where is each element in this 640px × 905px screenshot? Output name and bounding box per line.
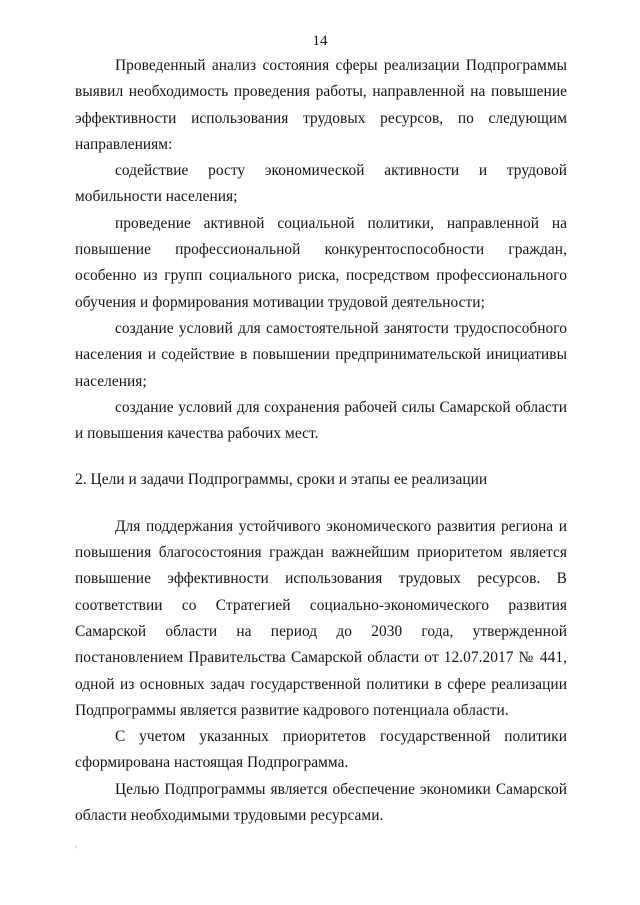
paragraph-direction-workforce-preservation: создание условий для сохранения рабочей силы Самарской области и повышения качества рабочих мест. [75,398,567,443]
paragraph-analysis-intro: Проведенный анализ состояния сферы реализации Подпрограммы выявил необходимость проведения работы, направленной на повышение эффективности использования трудовых ресурсов, по следующим направлениям: [75,57,567,153]
page-number: 14 [312,33,328,49]
section-heading: 2. Цели и задачи Подпрограммы, сроки и этапы ее реализации [75,471,488,489]
paragraph-direction-economic-activity: содействие росту экономической активности и трудовой мобильности населения; [75,162,567,206]
paragraph-direction-self-employment: создание условий для самостоятельной занятости трудоспособного населения и содействие в повышении предпринимательской инициативы населения; [75,319,567,390]
paragraph-strategy: Для поддержания устойчивого экономического развития региона и повышения благосостояния граждан важнейшим приоритетом является повышение эффективности использования трудовых ресурсов. В соответствии со Стратегией социально-экономического развития Самарской области на период до 2030 года, утвержденной постановлением Правительства Самарской области от 12.07.2017 № 441, одной из основных задач государственной политики в сфере реализации Подпрограммы является развитие кадрового потенциала области. [75,517,567,719]
paragraph-priorities: С учетом указанных приоритетов государственной политики сформирована настоящая Подпрограмма. [75,728,567,772]
paragraph-goal: Целью Подпрограммы является обеспечение экономики Самарской области необходимыми трудовыми ресурсами. [75,780,567,825]
section-spacer [75,447,567,467]
scan-speck: ' [75,842,78,856]
paragraph-direction-social-policy: проведение активной социальной политики, направленной на повышение профессиональной конкурентоспособности граждан, особенно из групп социального риска, посредством профессионального обучения и формирования мотивации трудовой деятельности; [75,214,567,311]
document-body [75,53,567,829]
